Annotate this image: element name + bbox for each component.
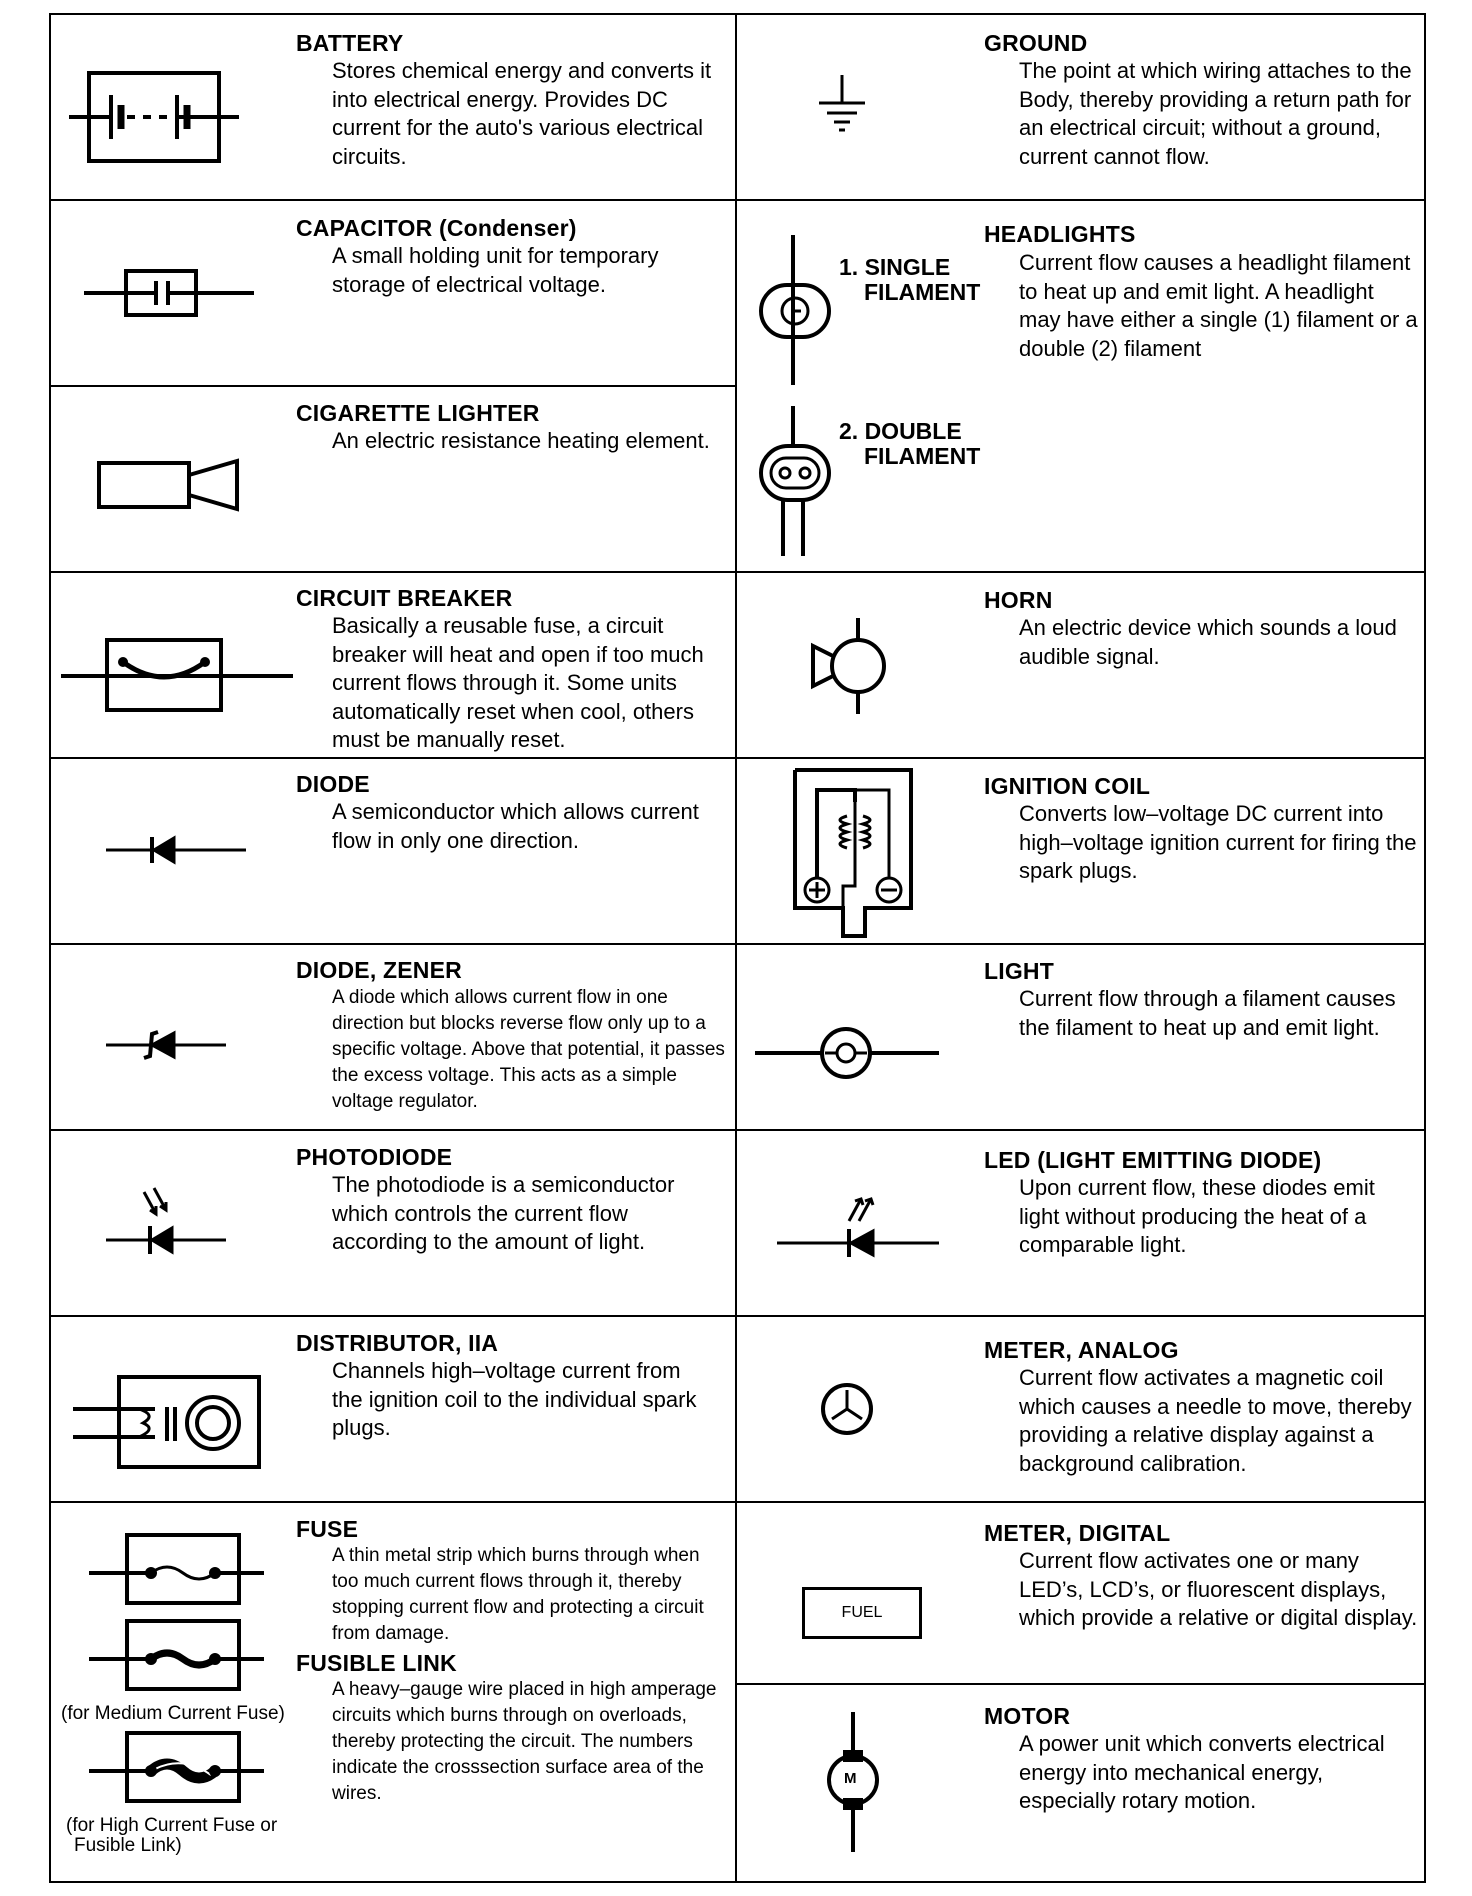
double-filament-label-1: 2. DOUBLE [839, 418, 962, 444]
photodiode-title: PHOTODIODE [296, 1144, 453, 1170]
ground-title: GROUND [984, 30, 1088, 56]
horn-description: An electric device which sounds a loud audible signal. [1019, 615, 1397, 669]
diode-description: A semiconductor which allows current flow in only one direction. [332, 799, 699, 853]
grid-line [735, 1315, 1426, 1317]
digital-meter-icon [802, 1587, 922, 1639]
high-fuse-caption-line-1: (for High Current Fuse or [66, 1815, 278, 1836]
grid-line [49, 199, 736, 201]
led-description: Upon current flow, these diodes emit light without producing the heat of a comparable light. [1019, 1175, 1375, 1257]
grid-line [735, 943, 1426, 945]
ground-icon [817, 75, 867, 131]
ignition-coil-description: Converts low–voltage DC current into high–voltage ignition current for firing the spark plugs. [1019, 801, 1417, 883]
double-filament-label-2: FILAMENT [864, 443, 981, 469]
grid-line [49, 13, 51, 1883]
headlights-title: HEADLIGHTS [984, 221, 1136, 247]
capacitor-description: A small holding unit for temporary storage of electrical voltage. [332, 243, 659, 297]
double-filament-headlight-icon [757, 406, 833, 556]
analog-meter-icon [820, 1382, 874, 1436]
grid-line [49, 1315, 736, 1317]
battery-description: Stores chemical energy and converts it into electrical energy. Provides DC current for the auto's various electrical circuits. [332, 58, 712, 169]
grid-line [49, 1501, 736, 1503]
fuse-icon [89, 1533, 264, 1605]
grid-line [49, 1881, 1426, 1883]
distributor-title: DISTRIBUTOR, IIA [296, 1330, 499, 1356]
cigarette-lighter-icon [97, 453, 242, 513]
circuit-breaker-description: Basically a reusable fuse, a circuit breaker will heat and open if too much current flows through it. Some units automatically reset when cool, others must be manually reset. [332, 613, 704, 752]
horn-title: HORN [984, 587, 1053, 613]
zener-diode-description: A diode which allows current flow in one direction but blocks reverse flow only up to a specific voltage. Above that potential, it passes the excess voltage. This acts as a simple voltage regulator. [332, 987, 725, 1112]
digital-meter-title: METER, DIGITAL [984, 1520, 1171, 1546]
grid-line [1424, 13, 1426, 1883]
led-title: LED (LIGHT EMITTING DIODE) [984, 1147, 1322, 1173]
ignition-coil-title: IGNITION COIL [984, 773, 1151, 799]
cigarette-lighter-description: An electric resistance heating element. [332, 428, 710, 453]
motor-description: A power unit which converts electrical energy into mechanical energy, especially rotary motion. [1019, 1731, 1385, 1813]
distributor-icon [73, 1373, 263, 1469]
headlights-description: Current flow causes a headlight filament to heat up and emit light. A headlight may have either a single (1) filament or a double (2) filament [1019, 250, 1418, 361]
single-filament-label-2: FILAMENT [864, 279, 981, 305]
medium-fuse-caption: (for Medium Current Fuse) [61, 1703, 285, 1724]
led-icon [777, 1185, 939, 1261]
zener-diode-title: DIODE, ZENER [296, 957, 462, 983]
light-description: Current flow through a filament causes the filament to heat up and emit light. [1019, 986, 1396, 1040]
diode-icon [106, 835, 246, 865]
battery-icon [69, 53, 259, 163]
capacitor-title: CAPACITOR (Condenser) [296, 215, 577, 241]
grid-line [735, 1683, 1426, 1685]
fusible-link-title: FUSIBLE LINK [296, 1650, 457, 1676]
grid-line [49, 943, 736, 945]
light-title: LIGHT [984, 958, 1054, 984]
ignition-coil-icon [793, 768, 915, 938]
fuse-description: A thin metal strip which burns through when too much current flows through it, thereby stopping current flow and protecting a circuit from damage. [332, 1545, 704, 1644]
photodiode-icon [106, 1188, 226, 1258]
grid-line [49, 385, 736, 387]
single-filament-headlight-icon [757, 235, 833, 385]
single-filament-label-1: 1. SINGLE [839, 254, 951, 280]
ground-description: The point at which wiring attaches to the Body, thereby providing a return path for an electrical circuit; without a ground, current cannot flow. [1019, 58, 1412, 169]
grid-line [735, 1129, 1426, 1131]
motor-label: M [844, 1770, 857, 1787]
grid-line [735, 757, 1426, 759]
grid-line [49, 757, 736, 759]
motor-title: MOTOR [984, 1703, 1071, 1729]
diode-title: DIODE [296, 771, 370, 797]
high-fuse-caption-line-2: Fusible Link) [74, 1835, 182, 1856]
grid-line [735, 13, 737, 1883]
cigarette-lighter-title: CIGARETTE LIGHTER [296, 400, 540, 426]
capacitor-icon [84, 263, 254, 323]
light-icon [755, 1023, 939, 1083]
zener-diode-icon [106, 1028, 226, 1062]
fusible-link-description: A heavy–gauge wire placed in high amperage circuits which burns through on overloads, thereby protecting the circuit. The numbers indicate the crosssection surface area of the wires. [332, 1679, 717, 1804]
fusible-link-icon [89, 1731, 264, 1803]
distributor-description: Channels high–voltage current from the ignition coil to the individual spark plugs. [332, 1358, 697, 1440]
grid-line [49, 1129, 736, 1131]
circuit-breaker-icon [61, 626, 293, 712]
horn-icon [809, 618, 889, 714]
grid-line [735, 199, 1426, 201]
circuit-breaker-title: CIRCUIT BREAKER [296, 585, 513, 611]
battery-title: BATTERY [296, 30, 404, 56]
fuse-title: FUSE [296, 1516, 359, 1542]
fuel-label: FUEL [841, 1604, 883, 1621]
photodiode-description: The photodiode is a semiconductor which controls the current flow according to the amount of light. [332, 1172, 675, 1254]
analog-meter-title: METER, ANALOG [984, 1337, 1179, 1363]
digital-meter-description: Current flow activates one or many LED’s, LCD’s, or fluorescent displays, which provide a relative or digital display. [1019, 1548, 1418, 1630]
analog-meter-description: Current flow activates a magnetic coil which causes a needle to move, thereby providing a relative display against a background calibration. [1019, 1365, 1412, 1476]
grid-line [49, 571, 736, 573]
symbol-reference-sheet [49, 13, 1426, 1883]
grid-line [735, 1501, 1426, 1503]
grid-line [49, 13, 1426, 15]
grid-line [735, 571, 1426, 573]
medium-current-fuse-icon [89, 1619, 264, 1691]
